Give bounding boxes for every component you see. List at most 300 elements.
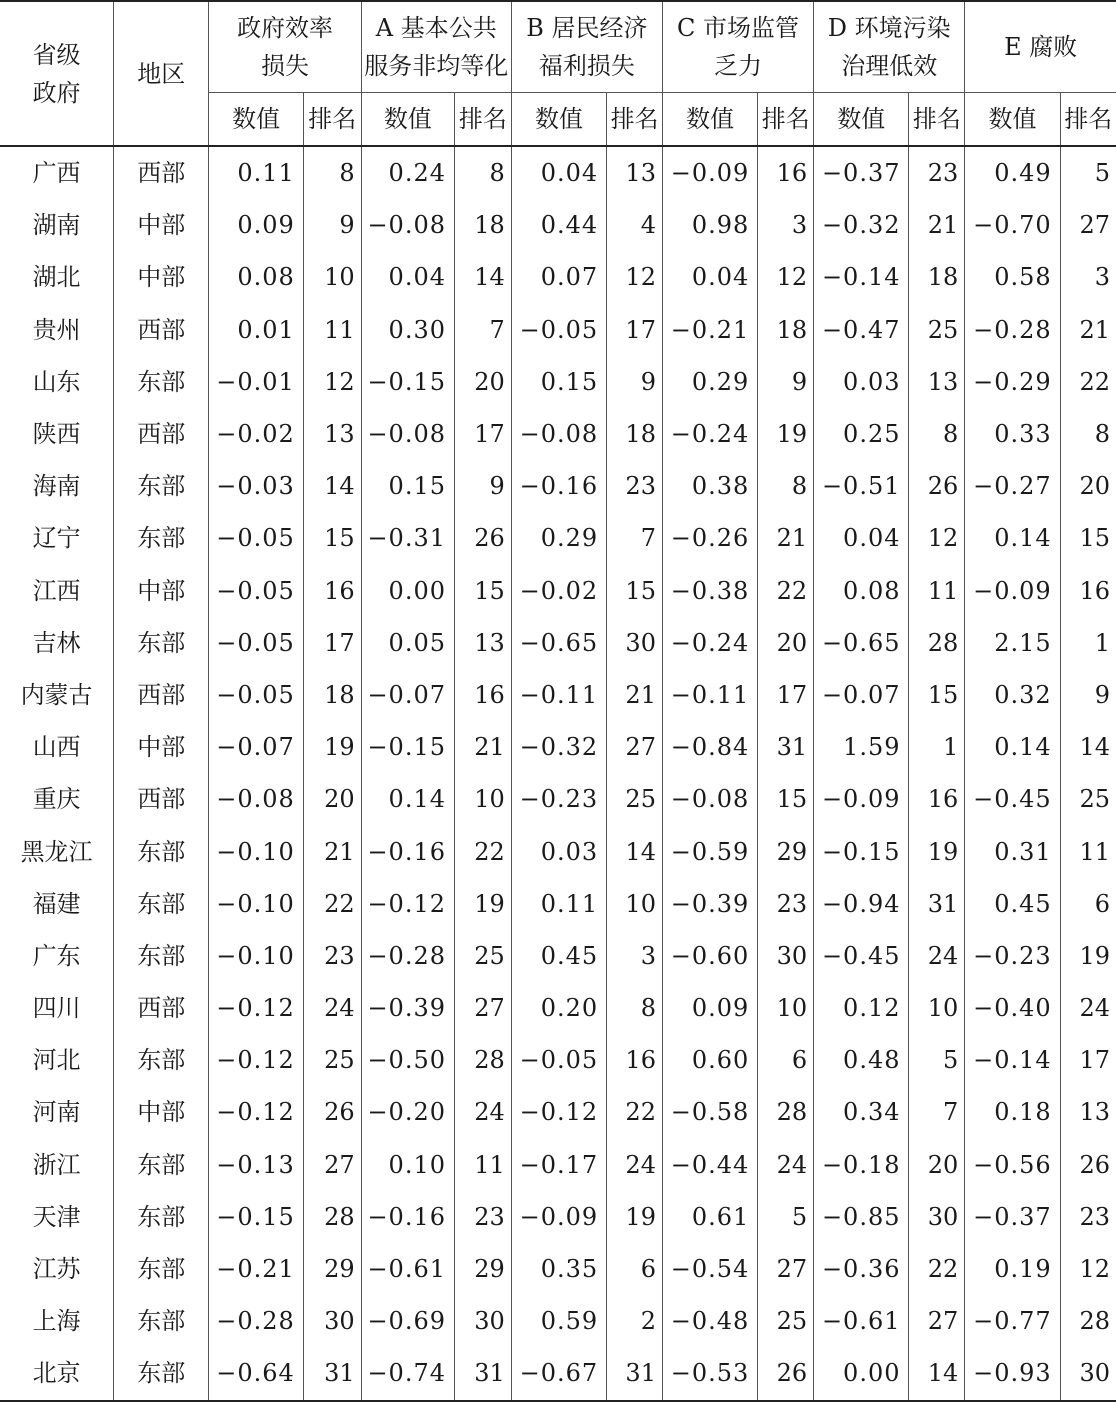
rank-cell: 25 (1060, 773, 1116, 825)
value-cell: −0.07 (814, 669, 909, 721)
rank-cell: 18 (909, 251, 965, 303)
rank-cell: 11 (303, 304, 361, 356)
table-row (0, 199, 1116, 251)
value-cell: 2.15 (965, 617, 1060, 669)
rank-cell: 24 (303, 982, 361, 1034)
subheader-rank: 排名 (909, 93, 965, 147)
rank-cell: 25 (303, 1034, 361, 1086)
value-cell: −0.16 (511, 460, 606, 512)
rank-cell: 12 (303, 356, 361, 408)
region-cell: 东部 (114, 1191, 209, 1243)
value-cell: 0.08 (209, 251, 303, 303)
rank-cell: 19 (758, 408, 814, 460)
header-group-1-line-1: A 基本公共 (375, 14, 497, 42)
value-cell: 0.12 (814, 982, 909, 1034)
rank-cell: 3 (1060, 251, 1116, 303)
value-cell: 0.03 (511, 825, 606, 877)
rank-cell: 20 (909, 1139, 965, 1191)
value-cell: −0.32 (511, 721, 606, 773)
rank-cell: 10 (454, 773, 511, 825)
region-cell: 中部 (114, 251, 209, 303)
value-cell: −0.15 (361, 721, 454, 773)
province-cell: 江苏 (32, 1255, 81, 1284)
rank-cell: 5 (909, 1034, 965, 1086)
rank-cell: 5 (758, 1191, 814, 1243)
rank-cell: 12 (1060, 1243, 1116, 1295)
value-cell: 0.33 (965, 408, 1060, 460)
value-cell: 0.25 (814, 408, 909, 460)
rank-cell: 17 (607, 304, 663, 356)
value-cell: 0.10 (361, 1139, 454, 1191)
province-cell: 内蒙古 (20, 680, 93, 709)
table-row (0, 721, 1116, 773)
rank-cell: 8 (758, 460, 814, 512)
value-cell: −0.36 (814, 1243, 909, 1295)
province-cell: 陕西 (32, 420, 81, 449)
rank-cell: 21 (454, 721, 511, 773)
value-cell: 0.98 (662, 199, 757, 251)
province-cell: 北京 (0, 1347, 114, 1400)
value-cell: 0.35 (511, 1243, 606, 1295)
value-cell: −0.20 (361, 1086, 454, 1138)
value-cell: −0.51 (814, 460, 909, 512)
value-cell: −0.08 (209, 773, 303, 825)
value-cell: −0.10 (209, 825, 303, 877)
region-cell: 西部 (114, 408, 209, 460)
rank-cell: 24 (607, 1139, 663, 1191)
value-cell: 0.24 (361, 146, 454, 199)
table-row (0, 930, 1116, 982)
header-province-line-1: 省级 (32, 40, 81, 69)
rank-cell: 7 (607, 512, 663, 564)
value-cell: −0.13 (209, 1139, 303, 1191)
rank-cell: 20 (758, 617, 814, 669)
rank-cell: 21 (909, 199, 965, 251)
value-cell: −0.23 (965, 930, 1060, 982)
value-cell: −0.05 (209, 512, 303, 564)
subheader-value: 数值 (662, 93, 757, 147)
rank-cell: 30 (454, 1295, 511, 1347)
province-cell: 河南 (32, 1098, 81, 1127)
value-cell: −0.12 (209, 982, 303, 1034)
value-cell: 0.44 (511, 199, 606, 251)
rank-cell: 19 (1060, 930, 1116, 982)
value-cell: 0.19 (965, 1243, 1060, 1295)
rank-cell: 17 (758, 669, 814, 721)
rank-cell: 27 (1060, 199, 1116, 251)
rank-cell: 4 (607, 199, 663, 251)
province-cell: 吉林 (32, 628, 81, 657)
value-cell: 0.45 (511, 930, 606, 982)
header-group-4-line-2: 治理低效 (841, 52, 938, 80)
value-cell: −0.28 (209, 1295, 303, 1347)
rank-cell: 24 (454, 1086, 511, 1138)
rank-cell: 20 (1060, 460, 1116, 512)
rank-cell: 30 (607, 617, 663, 669)
region-cell: 西部 (114, 304, 209, 356)
rank-cell: 8 (909, 408, 965, 460)
value-cell: −0.44 (662, 1139, 757, 1191)
province-cell: 贵州 (32, 315, 81, 344)
rank-cell: 9 (758, 356, 814, 408)
rank-cell: 15 (758, 773, 814, 825)
value-cell: −0.02 (209, 408, 303, 460)
header-group-a (361, 1, 511, 93)
value-cell: 0.14 (965, 721, 1060, 773)
value-cell: 0.14 (965, 512, 1060, 564)
table-row (0, 146, 1116, 199)
header-group-3-line-1: C 市场监管 (677, 14, 800, 42)
value-cell: 0.59 (511, 1295, 606, 1347)
value-cell: 0.07 (511, 251, 606, 303)
rank-cell: 13 (909, 356, 965, 408)
rank-cell: 10 (758, 982, 814, 1034)
value-cell: 0.61 (662, 1191, 757, 1243)
province-cell: 山西 (32, 733, 81, 762)
value-cell: 0.20 (511, 982, 606, 1034)
value-cell: −0.08 (361, 199, 454, 251)
value-cell: −0.64 (209, 1347, 303, 1400)
rank-cell: 30 (758, 930, 814, 982)
rank-cell: 21 (607, 669, 663, 721)
rank-cell: 22 (454, 825, 511, 877)
value-cell: −0.26 (662, 512, 757, 564)
rank-cell: 19 (909, 825, 965, 877)
value-cell: −0.39 (361, 982, 454, 1034)
rank-cell: 25 (909, 304, 965, 356)
region-cell: 西部 (114, 982, 209, 1034)
rank-cell: 16 (1060, 565, 1116, 617)
value-cell: −0.27 (965, 460, 1060, 512)
value-cell: −0.54 (662, 1243, 757, 1295)
rank-cell: 8 (303, 146, 361, 199)
value-cell: −0.29 (965, 356, 1060, 408)
subheader-value: 数值 (361, 93, 454, 147)
rank-cell: 10 (909, 982, 965, 1034)
value-cell: −0.01 (209, 356, 303, 408)
value-cell: −0.16 (361, 1191, 454, 1243)
value-cell: −0.15 (361, 356, 454, 408)
value-cell: −0.08 (361, 408, 454, 460)
rank-cell: 23 (758, 878, 814, 930)
value-cell: 0.58 (965, 251, 1060, 303)
rank-cell: 13 (303, 408, 361, 460)
subheader-value: 数值 (511, 93, 606, 147)
value-cell: −0.28 (965, 304, 1060, 356)
province-cell: 海南 (32, 472, 81, 501)
value-cell: −0.07 (361, 669, 454, 721)
rank-cell: 28 (909, 617, 965, 669)
table-row (0, 773, 1116, 825)
table-row (0, 251, 1116, 303)
rank-cell: 20 (454, 356, 511, 408)
rank-cell: 13 (454, 617, 511, 669)
value-cell: 0.00 (814, 1347, 909, 1400)
header-group-4-line-1: D 环境污染 (827, 14, 951, 42)
rank-cell: 7 (454, 304, 511, 356)
value-cell: 0.34 (814, 1086, 909, 1138)
value-cell: −0.05 (511, 1034, 606, 1086)
table-row (0, 1191, 1116, 1243)
value-cell: 0.31 (965, 825, 1060, 877)
region-cell: 中部 (114, 565, 209, 617)
value-cell: −0.45 (814, 930, 909, 982)
rank-cell: 1 (909, 721, 965, 773)
rank-cell: 17 (1060, 1034, 1116, 1086)
header-group-e (965, 1, 1116, 93)
table-row (0, 1139, 1116, 1191)
rank-cell: 22 (607, 1086, 663, 1138)
value-cell: −0.21 (662, 304, 757, 356)
rank-cell: 12 (909, 512, 965, 564)
rank-cell: 8 (1060, 408, 1116, 460)
value-cell: −0.47 (814, 304, 909, 356)
rank-cell: 18 (303, 669, 361, 721)
rank-cell: 15 (607, 565, 663, 617)
header-group-efficiency-loss (209, 1, 361, 93)
province-cell: 福建 (32, 889, 81, 918)
table-row (0, 304, 1116, 356)
rank-cell: 22 (758, 565, 814, 617)
subheader-rank: 排名 (758, 93, 814, 147)
table-row (0, 669, 1116, 721)
rank-cell: 31 (909, 878, 965, 930)
value-cell: 0.01 (209, 304, 303, 356)
rank-cell: 12 (758, 251, 814, 303)
value-cell: −0.05 (511, 304, 606, 356)
rank-cell: 7 (909, 1086, 965, 1138)
value-cell: 0.14 (361, 773, 454, 825)
rank-cell: 9 (607, 356, 663, 408)
province-cell: 江西 (32, 576, 81, 605)
value-cell: −0.32 (814, 199, 909, 251)
value-cell: −0.14 (814, 251, 909, 303)
region-cell: 东部 (114, 460, 209, 512)
value-cell: −0.21 (209, 1243, 303, 1295)
rank-cell: 14 (1060, 721, 1116, 773)
header-province-line-2: 政府 (32, 78, 81, 107)
value-cell: 0.29 (511, 512, 606, 564)
value-cell: −0.05 (209, 565, 303, 617)
rank-cell: 16 (454, 669, 511, 721)
region-cell: 东部 (114, 1295, 209, 1347)
value-cell: −0.45 (965, 773, 1060, 825)
rank-cell: 12 (607, 251, 663, 303)
header-group-2-line-1: B 居民经济 (526, 14, 648, 42)
header-group-3-line-2: 乏力 (714, 52, 763, 80)
rank-cell: 15 (303, 512, 361, 564)
table-row (0, 878, 1116, 930)
rank-cell: 14 (607, 825, 663, 877)
subheader-rank: 排名 (607, 93, 663, 147)
rank-cell: 1 (1060, 617, 1116, 669)
rank-cell: 15 (454, 565, 511, 617)
rank-cell: 6 (1060, 878, 1116, 930)
province-cell: 山东 (32, 367, 81, 396)
value-cell: 1.59 (814, 721, 909, 773)
value-cell: −0.37 (814, 146, 909, 199)
rank-cell: 27 (758, 1243, 814, 1295)
province-cell: 重庆 (32, 785, 81, 814)
province-cell: 广东 (32, 941, 81, 970)
value-cell: −0.09 (511, 1191, 606, 1243)
rank-cell: 3 (607, 930, 663, 982)
subheader-value: 数值 (814, 93, 909, 147)
value-cell: −0.31 (361, 512, 454, 564)
rank-cell: 2 (607, 1295, 663, 1347)
value-cell: −0.53 (662, 1347, 757, 1400)
rank-cell: 21 (758, 512, 814, 564)
rank-cell: 25 (607, 773, 663, 825)
rank-cell: 8 (607, 982, 663, 1034)
rank-cell: 13 (1060, 1086, 1116, 1138)
value-cell: 0.04 (361, 251, 454, 303)
value-cell: −0.38 (662, 565, 757, 617)
rank-cell: 16 (607, 1034, 663, 1086)
value-cell: 0.45 (965, 878, 1060, 930)
header-group-2-line-2: 福利损失 (538, 52, 635, 80)
rank-cell: 23 (303, 930, 361, 982)
region-cell: 东部 (114, 878, 209, 930)
rank-cell: 31 (758, 721, 814, 773)
value-cell: −0.77 (965, 1295, 1060, 1347)
rank-cell: 30 (909, 1191, 965, 1243)
value-cell: 0.00 (361, 565, 454, 617)
rank-cell: 19 (303, 721, 361, 773)
value-cell: −0.93 (965, 1347, 1060, 1400)
rank-cell: 3 (758, 199, 814, 251)
value-cell: −0.84 (662, 721, 757, 773)
subheader-rank: 排名 (1060, 93, 1116, 147)
table-row (0, 1243, 1116, 1295)
region-cell: 东部 (114, 356, 209, 408)
table-row (0, 565, 1116, 617)
region-cell: 西部 (114, 146, 209, 199)
rank-cell: 20 (303, 773, 361, 825)
rank-cell: 16 (303, 565, 361, 617)
value-cell: −0.67 (511, 1347, 606, 1400)
value-cell: −0.24 (662, 617, 757, 669)
rank-cell: 18 (454, 199, 511, 251)
rank-cell: 17 (303, 617, 361, 669)
value-cell: −0.12 (361, 878, 454, 930)
rank-cell: 28 (454, 1034, 511, 1086)
value-cell: 0.18 (965, 1086, 1060, 1138)
value-cell: −0.39 (662, 878, 757, 930)
value-cell: −0.09 (965, 565, 1060, 617)
subheader-rank: 排名 (303, 93, 361, 147)
rank-cell: 26 (303, 1086, 361, 1138)
province-cell: 辽宁 (32, 524, 81, 553)
rank-cell: 13 (607, 146, 663, 199)
region-cell: 东部 (114, 617, 209, 669)
rank-cell: 27 (303, 1139, 361, 1191)
region-cell: 中部 (114, 1086, 209, 1138)
value-cell: −0.05 (209, 617, 303, 669)
region-cell: 东部 (114, 1034, 209, 1086)
region-cell: 中部 (114, 199, 209, 251)
rank-cell: 19 (607, 1191, 663, 1243)
table-row (0, 512, 1116, 564)
rank-cell: 30 (303, 1295, 361, 1347)
rank-cell: 14 (909, 1347, 965, 1400)
value-cell: 0.04 (814, 512, 909, 564)
rank-cell: 31 (454, 1347, 511, 1400)
table-row (0, 1034, 1116, 1086)
value-cell: −0.50 (361, 1034, 454, 1086)
value-cell: 0.30 (361, 304, 454, 356)
subheader-value: 数值 (965, 93, 1060, 147)
value-cell: −0.48 (662, 1295, 757, 1347)
rank-cell: 21 (1060, 304, 1116, 356)
rank-cell: 31 (303, 1347, 361, 1400)
value-cell: −0.23 (511, 773, 606, 825)
value-cell: −0.05 (209, 669, 303, 721)
rank-cell: 25 (454, 930, 511, 982)
value-cell: 0.49 (965, 146, 1060, 199)
value-cell: 0.38 (662, 460, 757, 512)
value-cell: 0.08 (814, 565, 909, 617)
rank-cell: 6 (758, 1034, 814, 1086)
table-row (0, 1347, 1116, 1400)
region-cell: 东部 (114, 825, 209, 877)
value-cell: −0.08 (511, 408, 606, 460)
value-cell: −0.17 (511, 1139, 606, 1191)
rank-cell: 8 (454, 146, 511, 199)
header-group-0-line-1: 政府效率 (237, 14, 334, 42)
value-cell: −0.18 (814, 1139, 909, 1191)
value-cell: −0.02 (511, 565, 606, 617)
rank-cell: 5 (1060, 146, 1116, 199)
value-cell: −0.37 (965, 1191, 1060, 1243)
rank-cell: 9 (303, 199, 361, 251)
rank-cell: 16 (909, 773, 965, 825)
province-cell: 河北 (32, 1046, 81, 1075)
province-cell: 湖北 (32, 263, 81, 292)
rank-cell: 17 (454, 408, 511, 460)
table-row (0, 356, 1116, 408)
rank-cell: 18 (607, 408, 663, 460)
value-cell: −0.94 (814, 878, 909, 930)
rank-cell: 31 (607, 1347, 663, 1400)
table-row (0, 408, 1116, 460)
value-cell: −0.11 (662, 669, 757, 721)
value-cell: −0.61 (814, 1295, 909, 1347)
rank-cell: 27 (607, 721, 663, 773)
province-cell: 上海 (32, 1307, 81, 1336)
value-cell: −0.16 (361, 825, 454, 877)
header-group-d (814, 1, 965, 93)
province-cell: 黑龙江 (20, 837, 93, 866)
value-cell: −0.12 (511, 1086, 606, 1138)
rank-cell: 29 (454, 1243, 511, 1295)
rank-cell: 21 (303, 825, 361, 877)
table-row (0, 982, 1116, 1034)
subheader-value: 数值 (209, 93, 303, 147)
value-cell: −0.74 (361, 1347, 454, 1400)
value-cell: −0.09 (662, 146, 757, 199)
region-cell: 东部 (114, 930, 209, 982)
rank-cell: 26 (758, 1347, 814, 1400)
value-cell: −0.08 (662, 773, 757, 825)
rank-cell: 9 (454, 460, 511, 512)
rank-cell: 27 (909, 1295, 965, 1347)
value-cell: −0.10 (209, 878, 303, 930)
rank-cell: 15 (909, 669, 965, 721)
value-cell: −0.65 (511, 617, 606, 669)
table-row (0, 1295, 1116, 1347)
value-cell: 0.09 (662, 982, 757, 1034)
